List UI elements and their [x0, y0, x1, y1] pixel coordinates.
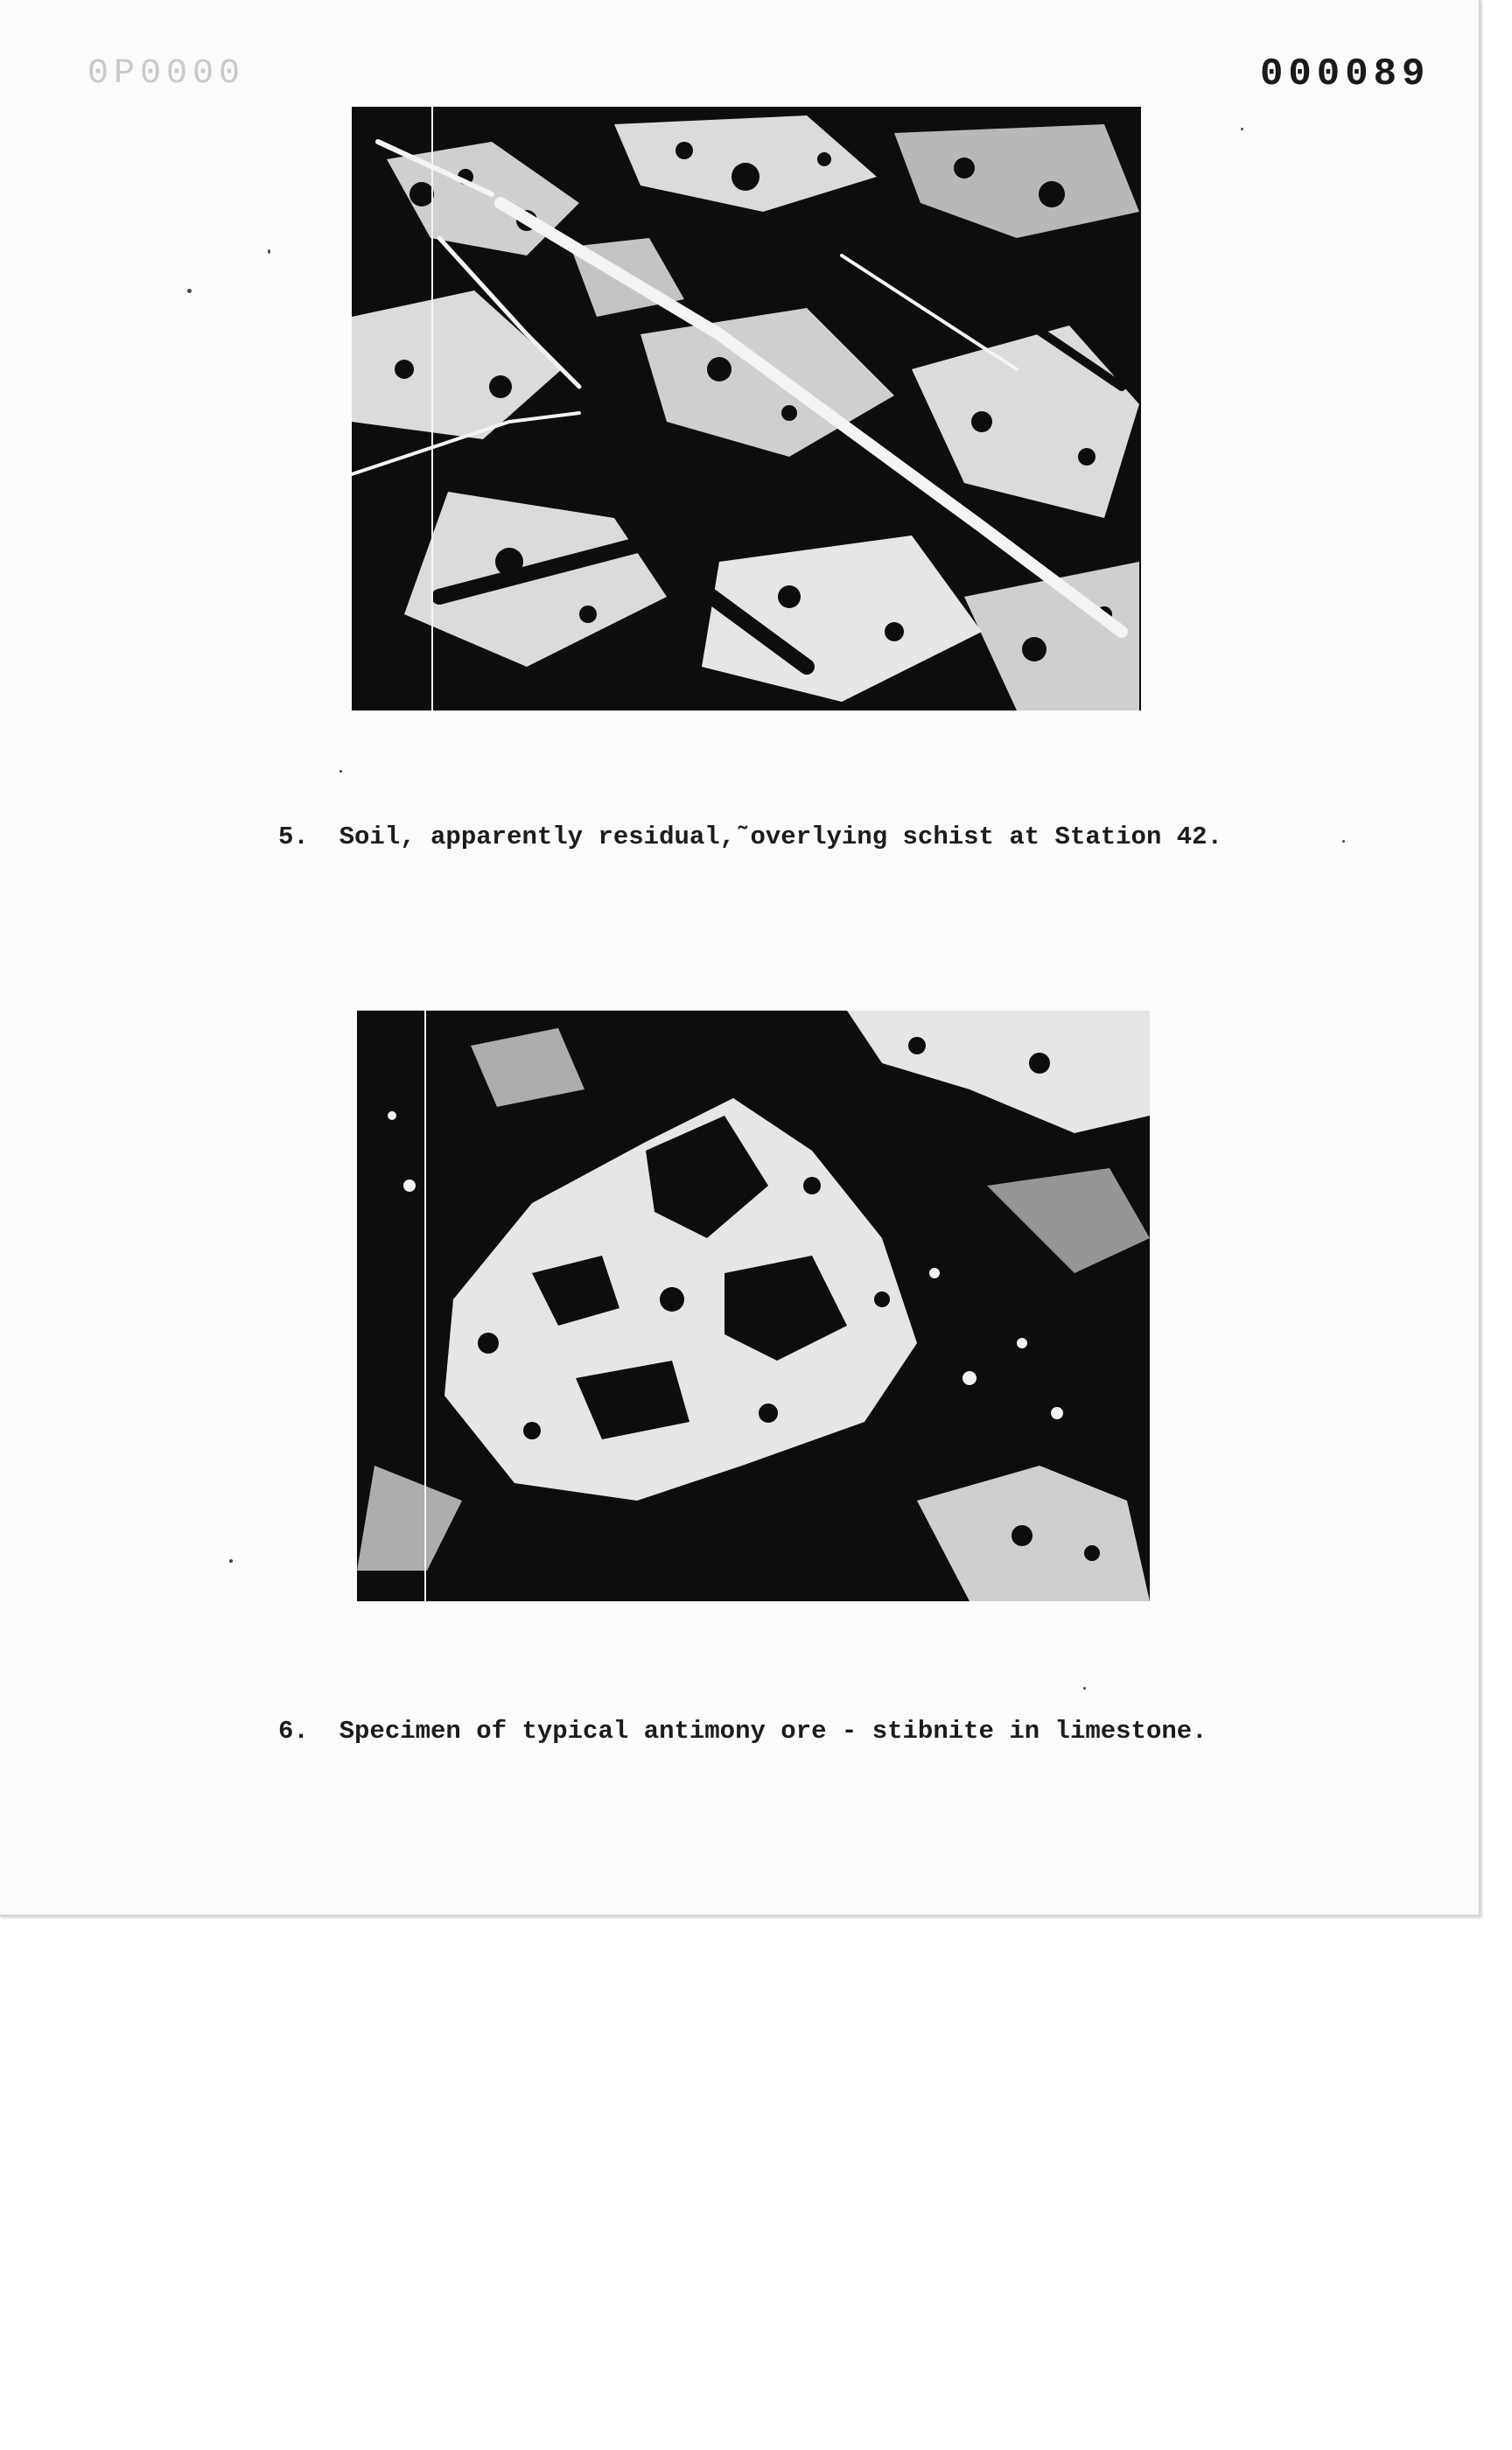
- faint-stamp-number: 0P0000: [88, 54, 246, 94]
- soil-schist-halftone: [352, 107, 1141, 710]
- figure-5-caption: 5. Soil, apparently residual,˜overlying schist at Station 42.: [278, 822, 1222, 851]
- scan-speck: [340, 770, 342, 773]
- scan-speck: [187, 289, 192, 293]
- figure-6-photo: [357, 1011, 1150, 1601]
- scan-speck: [229, 1559, 233, 1563]
- page-number: 000089: [1260, 52, 1431, 96]
- scan-speck: [1342, 840, 1345, 843]
- scan-speck: [268, 249, 270, 254]
- scan-speck: [1083, 1687, 1086, 1690]
- ore-specimen-halftone: [357, 1011, 1150, 1601]
- figure-5-photo: [352, 107, 1141, 710]
- scan-speck: [1241, 128, 1243, 130]
- figure-6-caption: 6. Specimen of typical antimony ore - stibnite in limestone.: [278, 1717, 1208, 1746]
